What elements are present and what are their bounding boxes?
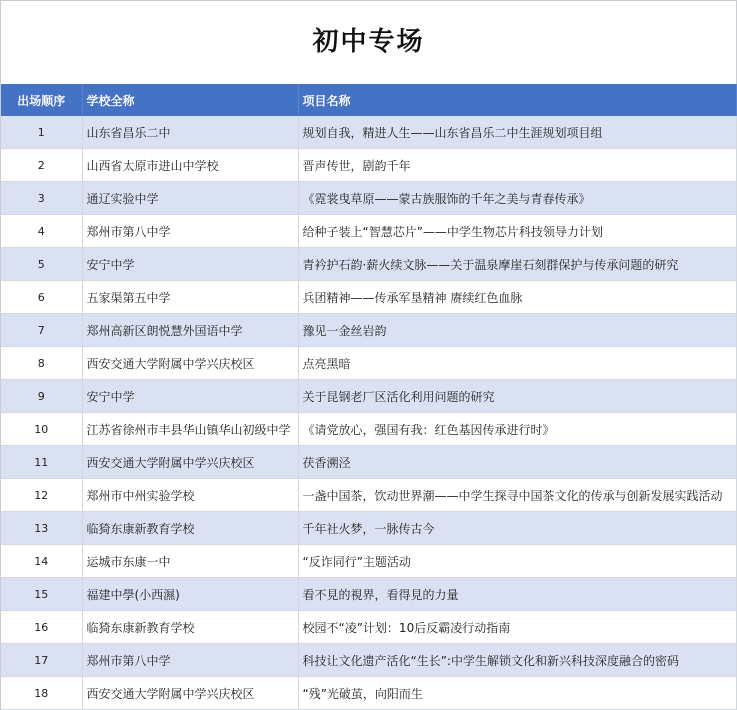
table-header (1, 84, 736, 116)
table-row (1, 578, 736, 611)
cell-project: 《请党放心，强国有我：红色基因传承进行时》 (298, 413, 736, 446)
cell-order: 6 (1, 281, 82, 314)
table-body (1, 116, 736, 710)
cell-project: 校园不“凌”计划：10后反霸凌行动指南 (298, 611, 736, 644)
table-row (1, 215, 736, 248)
cell-project: “残”光破茧，向阳而生 (298, 677, 736, 710)
table-row (1, 248, 736, 281)
cell-order: 2 (1, 149, 82, 182)
cell-project: 青衿护石韵·薪火续文脉——关于温泉摩崖石刻群保护与传承问题的研究 (298, 248, 736, 281)
table-row (1, 644, 736, 677)
cell-project: 关于昆钢老厂区活化利用问题的研究 (298, 380, 736, 413)
cell-school: 山西省太原市进山中学校 (82, 149, 298, 182)
cell-order: 10 (1, 413, 82, 446)
cell-order: 3 (1, 182, 82, 215)
cell-order: 7 (1, 314, 82, 347)
page-title: 初中专场 (312, 27, 425, 57)
cell-order: 1 (1, 116, 82, 149)
table-row (1, 182, 736, 215)
header-order: 出场顺序 (1, 84, 82, 116)
cell-order: 16 (1, 611, 82, 644)
cell-project: 千年社火梦，一脉传古今 (298, 512, 736, 545)
table-row (1, 545, 736, 578)
cell-order: 12 (1, 479, 82, 512)
cell-order: 5 (1, 248, 82, 281)
cell-order: 14 (1, 545, 82, 578)
cell-order: 17 (1, 644, 82, 677)
cell-project: “反诈同行”主题活动 (298, 545, 736, 578)
schedule-table (1, 84, 737, 710)
cell-school: 西安交通大学附属中学兴庆校区 (82, 347, 298, 380)
cell-project: 茯香溯泾 (298, 446, 736, 479)
table-row (1, 380, 736, 413)
cell-project: 给种子装上“智慧芯片”——中学生物芯片科技领导力计划 (298, 215, 736, 248)
header-row (1, 84, 736, 116)
cell-school: 临猗东康新教育学校 (82, 512, 298, 545)
cell-school: 郑州市第八中学 (82, 215, 298, 248)
cell-project: 规划自我，精进人生——山东省昌乐二中生涯规划项目组 (298, 116, 736, 149)
cell-school: 郑州市第八中学 (82, 644, 298, 677)
cell-school: 郑州高新区朗悦慧外国语中学 (82, 314, 298, 347)
header-school: 学校全称 (82, 84, 298, 116)
cell-project: 一盏中国茶，饮动世界潮——中学生探寻中国茶文化的传承与创新发展实践活动 (298, 479, 736, 512)
table-row (1, 347, 736, 380)
cell-project: 《霓裳曳草原——蒙古族服饰的千年之美与青春传承》 (298, 182, 736, 215)
cell-school: 福建中學(小西濕) (82, 578, 298, 611)
cell-school: 西安交通大学附属中学兴庆校区 (82, 677, 298, 710)
cell-order: 13 (1, 512, 82, 545)
cell-order: 18 (1, 677, 82, 710)
cell-project: 点亮黑暗 (298, 347, 736, 380)
cell-project: 晋声传世，剧韵千年 (298, 149, 736, 182)
table-row (1, 149, 736, 182)
cell-order: 9 (1, 380, 82, 413)
cell-school: 江苏省徐州市丰县华山镇华山初级中学 (82, 413, 298, 446)
cell-school: 山东省昌乐二中 (82, 116, 298, 149)
table-row (1, 116, 736, 149)
table-row (1, 677, 736, 710)
table-row (1, 611, 736, 644)
cell-project: 看不見的視界，看得見的力量 (298, 578, 736, 611)
cell-school: 西安交通大学附属中学兴庆校区 (82, 446, 298, 479)
cell-school: 通辽实验中学 (82, 182, 298, 215)
table-row (1, 314, 736, 347)
cell-project: 兵团精神——传承军垦精神 赓续红色血脉 (298, 281, 736, 314)
table-row (1, 281, 736, 314)
cell-school: 五家渠第五中学 (82, 281, 298, 314)
cell-order: 11 (1, 446, 82, 479)
cell-school: 安宁中学 (82, 248, 298, 281)
table-row (1, 446, 736, 479)
table-row (1, 413, 736, 446)
cell-project: 科技让文化遗产活化“生长”:中学生解锁文化和新兴科技深度融合的密码 (298, 644, 736, 677)
cell-school: 运城市东康一中 (82, 545, 298, 578)
table-row (1, 512, 736, 545)
header-project: 项目名称 (298, 84, 736, 116)
cell-school: 临猗东康新教育学校 (82, 611, 298, 644)
table-row (1, 479, 736, 512)
cell-school: 安宁中学 (82, 380, 298, 413)
cell-project: 豫见一金丝岩韵 (298, 314, 736, 347)
cell-order: 4 (1, 215, 82, 248)
cell-order: 15 (1, 578, 82, 611)
cell-order: 8 (1, 347, 82, 380)
cell-school: 郑州市中州实验学校 (82, 479, 298, 512)
